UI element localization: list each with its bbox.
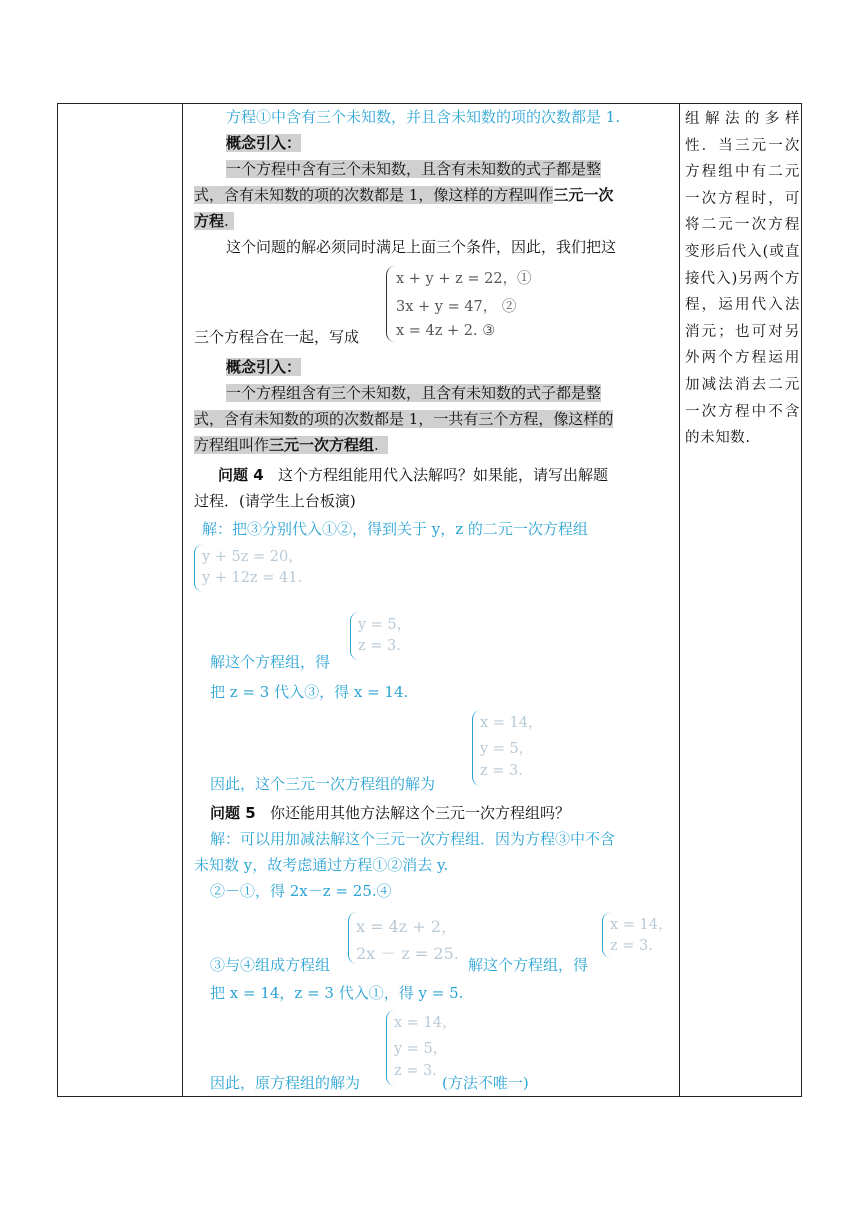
method-note: (方法不唯一): [442, 1074, 529, 1092]
system-equation-1: x + y + z = 22，①: [396, 271, 532, 287]
system-equation-2: 3x + y = 47， ②: [396, 299, 517, 315]
concept-text: 一个方程组含有三个未知数，且含有未知数的式子都是整: [226, 384, 602, 402]
lesson-table: [57, 103, 802, 1097]
question-5: 问题 5 你还能用其他方法解这个三元一次方程组吗？: [210, 804, 570, 822]
concept-box-1: 概念引入： 一个方程中含有三个未知数，且含有未知数的式子都是整 式，含有未知数的项的次数都是 1，像这样的方程叫作三元一次 方程.: [194, 134, 614, 230]
question-label: 问题 4: [218, 466, 264, 484]
side-note-cell: [685, 106, 800, 452]
intro-line: 方程①中含有三个未知数，并且含未知数的项的次数都是 1.: [226, 108, 621, 126]
combine-text-b: 三个方程合在一起，写成: [194, 328, 360, 346]
concept-box-2: 概念引入： 一个方程组含有三个未知数，且含有未知数的式子都是整 式，含有未知数的项的次数都是 1，一共有三个方程，像这样的 方程组叫作三元一次方程组.: [194, 358, 614, 454]
system-equation-3: x = 4z + 2. ③: [396, 323, 496, 339]
side-note: 组解法的多样性．当三元一次方程组中有二元一次方程时，可将二元一次方程变形后代入(或直接代入)另两个方程，运用代入法消元；也可对另外两个方程运用加减法消去二元一次方程中不含的未知数.: [685, 111, 800, 447]
column-divider: [182, 104, 183, 1096]
concept-term: 三元一次: [553, 186, 614, 204]
combine-paragraph: 这个问题的解必须同时满足上面三个条件，因此，我们把这: [226, 238, 617, 256]
solution-5: 解：可以用加减法解这个三元一次方程组．因为方程③中不含 未知数 y，故考虑通过方程①②消去 y. ②－①，得 2x－z = 25.④: [194, 830, 616, 900]
concept-text: 式，含有未知数的项的次数都是 1，像这样的方程叫作: [194, 186, 554, 204]
concept-heading: 概念引入：: [226, 358, 302, 376]
concept-text: 一个方程中含有三个未知数，且含有未知数的式子都是整: [226, 160, 602, 178]
concept-term: 方程: [194, 212, 225, 230]
solution-4: 解：把③分别代入①②，得到关于 y，z 的二元一次方程组: [202, 520, 588, 538]
concept-term: 三元一次方程组: [269, 436, 375, 454]
main-content-cell: 方程①中含有三个未知数，并且含未知数的项的次数都是 1. 概念引入： 一个方程中含有三个未知数，且含有未知数的式子都是整 式，含有未知数的项的次数都是 1，像这样的方程叫作三元一次 方程. 这个问题的解必须同时满足上面三个条件，因此，我们把这 三个方程合在一起，写成 x + y + z = 22，① 3x + y = 47， ② x = 4z + 2. ③ 概念引入： 一个方程组含有三个未知数，且含有未知数的式子都是整 式，含有未知数的项的次数都是 1，一共有三个方程，像这样的 方程组叫作三元一次方程组. 问题 4 这个方程组能用代入法解吗？如果能，请写出解题 过程．(请学生上台板演) 解：把③分别代入①②，得到关于 y，z 的二元一次方程组 y + 5z = 20， y + 12z = 41. 解这个方程组，得 y = 5， z = 3. 把 z = 3 代入③，得 x = 14. 因此，这个三元一次方程组的解为 x = 14， y = 5， z = 3. 问题 5 你还能用其他方法解这个三元一次方程组吗？ 解：可以用加减法解这个三元一次方程组．因为方程③中不含 未知数 y，故考虑通过方程①②消去 y. ②－①，得 2x－z = 25.④ ③与④组成方程组 x = 4z + 2， 2x － z = 25. 解这个方程组，得 x = 14， z = 3. 把 x = 14，z = 3 代入①，得 y = 5. 因此，原方程组的解为 x = 14， y = 5， z = 3. (方法不唯一): [190, 104, 683, 1098]
question-label: 问题 5: [210, 804, 256, 822]
question-4: 问题 4 这个方程组能用代入法解吗？如果能，请写出解题 过程．(请学生上台板演): [194, 466, 608, 510]
concept-text: 式，含有未知数的项的次数都是 1，一共有三个方程，像这样的: [194, 410, 614, 428]
concept-heading: 概念引入：: [226, 134, 302, 152]
